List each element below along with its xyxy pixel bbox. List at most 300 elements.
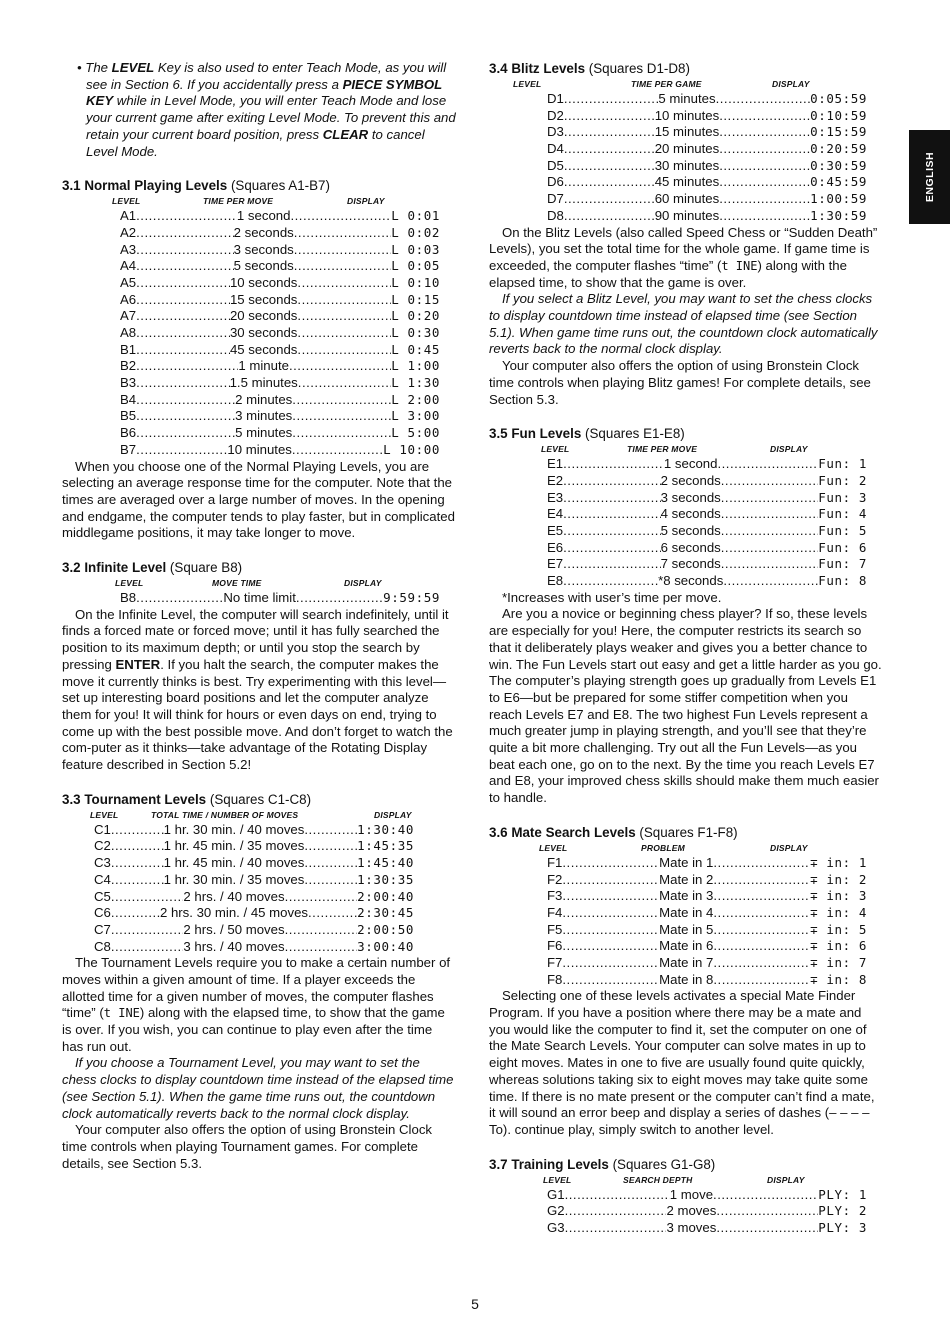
leader-dots — [717, 456, 818, 473]
leader-dots — [292, 442, 383, 459]
normal-levels-table — [62, 195, 457, 458]
level-value: 60 minutes — [654, 191, 720, 207]
leader-dots — [304, 855, 357, 872]
leader-dots — [565, 1220, 667, 1237]
leader-dots — [713, 1187, 818, 1204]
column-header: DISPLAY — [374, 809, 412, 820]
level-code: E8 — [547, 573, 564, 589]
table-row — [62, 855, 414, 872]
leader-dots — [713, 905, 810, 922]
leader-dots — [111, 855, 164, 872]
column-header: DISPLAY — [347, 196, 385, 207]
leader-dots — [563, 473, 660, 490]
level-display: Fun: 2 — [818, 472, 867, 488]
level-value: 2 hrs. 30 min. / 45 moves — [159, 905, 309, 921]
table-row — [489, 158, 867, 175]
level-code: F1 — [547, 854, 563, 870]
level-display: 3:00:40 — [357, 938, 414, 954]
leader-dots — [294, 225, 391, 242]
level-display: 1:30:40 — [357, 821, 414, 837]
column-header: DISPLAY — [770, 444, 808, 455]
leader-dots — [564, 208, 655, 225]
leader-dots — [562, 922, 659, 939]
level-value: 6 seconds — [660, 539, 721, 555]
leader-dots — [721, 490, 818, 507]
level-display: ∓ in: 2 — [810, 871, 867, 887]
level-display: L 0:10 — [391, 274, 440, 290]
level-value: 10 minutes — [654, 107, 720, 123]
level-code: G3 — [547, 1220, 565, 1236]
level-display: 1:45:40 — [357, 855, 414, 871]
left-column — [62, 60, 457, 1172]
column-header: LEVEL — [115, 578, 144, 589]
section-3-3-text: The Tournament Levels require you to make a certain number of moves within a given amount of time. If a player exceeds the allotted time for a given number of moves, the computer flashes “time” (t INE) along with the elapsed time, to show that the game is over. If you wish, you can continue to play even after the time has run out. — [62, 955, 451, 1054]
level-value: 1 hr. 45 min. / 35 moves — [163, 838, 305, 854]
level-display: L 0:45 — [391, 341, 440, 357]
leader-dots — [136, 408, 235, 425]
level-display: 2:00:50 — [357, 921, 414, 937]
level-value: 1 second — [663, 456, 718, 472]
leader-dots — [136, 425, 235, 442]
leader-dots — [297, 308, 391, 325]
table-row — [489, 91, 867, 108]
level-code: D5 — [547, 157, 564, 173]
level-value: 1 hr. 30 min. / 40 moves — [163, 821, 305, 837]
leader-dots — [721, 523, 818, 540]
level-code: D6 — [547, 174, 564, 190]
table-row — [489, 540, 867, 557]
level-code: A8 — [120, 325, 137, 341]
level-value: 2 seconds — [233, 224, 294, 240]
level-code: D2 — [547, 107, 564, 123]
column-header: SEARCH DEPTH — [623, 1174, 693, 1185]
level-code: A5 — [120, 274, 137, 290]
level-value: Mate in 7 — [659, 955, 714, 970]
level-value: 10 seconds — [229, 274, 298, 290]
level-value: 1.5 minutes — [229, 375, 298, 391]
table-header — [489, 842, 884, 855]
table-row — [489, 506, 867, 523]
column-header: LEVEL — [90, 809, 119, 820]
level-value: 5 seconds — [660, 522, 721, 538]
level-code: F4 — [547, 904, 563, 920]
leader-dots — [294, 242, 391, 259]
table-row — [489, 573, 867, 590]
leader-dots — [297, 325, 391, 342]
level-display: L 0:01 — [391, 208, 440, 224]
section-3-3-heading: 3.3 Tournament Levels (Squares C1-C8) — [62, 791, 312, 807]
level-code: F3 — [547, 888, 563, 904]
level-code: F8 — [547, 971, 563, 987]
level-display: ∓ in: 8 — [810, 971, 867, 987]
level-display: ∓ in: 1 — [810, 854, 867, 870]
level-value: 7 seconds — [660, 556, 721, 572]
leader-dots — [719, 141, 810, 158]
table-header — [489, 443, 884, 456]
level-code: C7 — [94, 921, 111, 937]
level-value: 1 hr. 30 min. / 35 moves — [163, 871, 305, 887]
language-tab-label: ENGLISH — [923, 151, 936, 203]
section-3-4-text: On the Blitz Levels (also called Speed Chess or “Sudden Death” Levels), you set the total time for the whole game. If game time is exceeded, the computer flashes “time” (t INE) along with the elapsed time, to show that the game is over. — [489, 224, 878, 290]
level-value: 3 seconds — [660, 489, 721, 505]
leader-dots — [297, 275, 391, 292]
column-header: LEVEL — [112, 196, 141, 207]
section-3-3-bronstein-text: Your computer also offers the option of using Bronstein Clock time controls when playing Tournament games. For complete details, see Section 5.3. — [62, 1122, 433, 1171]
level-display: L 10:00 — [383, 441, 441, 457]
level-value: 3 hrs. / 40 moves — [183, 938, 285, 954]
table-row — [62, 872, 414, 889]
leader-dots — [111, 822, 164, 839]
leader-dots — [298, 375, 391, 392]
table-row — [489, 191, 867, 208]
level-code: B5 — [120, 408, 137, 424]
level-display: 0:05:59 — [810, 91, 867, 106]
table-row — [62, 392, 440, 409]
level-code: A1 — [120, 208, 137, 224]
leader-dots — [563, 573, 658, 590]
leader-dots — [564, 158, 655, 175]
level-display: 1:45:35 — [357, 838, 414, 854]
table-row — [489, 473, 867, 490]
table-row — [62, 822, 414, 839]
leader-dots — [304, 822, 357, 839]
level-code: C1 — [94, 821, 111, 837]
fun-levels-table — [489, 443, 884, 590]
level-display: L 0:03 — [391, 241, 440, 257]
level-display: 1:00:59 — [810, 191, 867, 207]
level-value: No time limit — [223, 590, 296, 606]
table-row — [62, 939, 414, 956]
table-row — [489, 556, 867, 573]
level-display: 1:30:59 — [810, 207, 867, 223]
level-display: 0:10:59 — [810, 107, 867, 123]
section-3-7-heading: 3.7 Training Levels (Squares G1-G8) — [489, 1156, 716, 1172]
level-value: 15 minutes — [654, 124, 720, 140]
level-code: B3 — [120, 375, 137, 391]
leader-dots — [294, 258, 391, 275]
level-display: 1:30:35 — [357, 871, 414, 887]
level-value: 10 minutes — [227, 441, 292, 457]
level-display: L 2:00 — [391, 391, 440, 407]
section-3-3-note: If you choose a Tournament Level, you may want to set the chess clocks to display countdown time instead of the elapsed time (see Section 5.1). When the game time runs out, the countdown clock automatically reverts back to the normal clock display. — [62, 1055, 454, 1121]
table-row — [62, 258, 440, 275]
level-code: G2 — [547, 1203, 565, 1219]
level-code: C8 — [94, 938, 111, 954]
level-display: ∓ in: 4 — [810, 904, 867, 920]
fun-levels-footnote: *Increases with user’s time per move. — [502, 589, 722, 605]
column-header: LEVEL — [541, 444, 570, 455]
level-code: F7 — [547, 955, 563, 970]
level-value: 1 second — [236, 208, 291, 224]
leader-dots — [719, 158, 810, 175]
leader-dots — [136, 275, 230, 292]
column-header: LEVEL — [539, 842, 568, 853]
table-row — [489, 490, 867, 507]
column-header: DISPLAY — [770, 842, 808, 853]
section-3-4-heading: 3.4 Blitz Levels (Squares D1-D8) — [489, 61, 690, 76]
level-display: PLY: 1 — [818, 1186, 867, 1202]
table-row — [489, 208, 867, 225]
level-display: PLY: 3 — [818, 1220, 867, 1236]
level-code: F5 — [547, 921, 563, 937]
level-value: 45 seconds — [229, 341, 298, 357]
leader-dots — [111, 838, 164, 855]
table-row — [489, 124, 867, 141]
level-code: B8 — [120, 590, 137, 606]
leader-dots — [285, 889, 358, 906]
column-header: MOVE TIME — [212, 578, 262, 589]
leader-dots — [563, 523, 660, 540]
column-header: LEVEL — [513, 79, 542, 89]
table-row — [489, 523, 867, 540]
level-value: 3 moves — [666, 1220, 717, 1236]
table-row — [489, 108, 867, 125]
leader-dots — [292, 392, 391, 409]
leader-dots — [721, 540, 818, 557]
level-value: Mate in 1 — [659, 854, 714, 870]
level-value: 5 minutes — [658, 91, 716, 106]
leader-dots — [136, 225, 233, 242]
level-code: B7 — [120, 441, 137, 457]
leader-dots — [719, 191, 810, 208]
table-row — [62, 358, 440, 375]
level-display: L 0:30 — [391, 325, 440, 341]
leader-dots — [289, 358, 391, 375]
table-row — [489, 872, 867, 889]
infinite-level-table — [62, 577, 457, 607]
mate-search-table — [489, 842, 884, 989]
leader-dots — [562, 872, 659, 889]
table-row — [62, 442, 440, 459]
section-3-4-note: If you select a Blitz Level, you may want to set the chess clocks to display countdown time instead of elapsed time (see Section 5.1). When game time runs out, the countdown clock automatically reverts back to the normal clock display. — [489, 291, 878, 357]
level-value: 4 seconds — [660, 506, 721, 522]
level-value: 1 minute — [238, 358, 289, 374]
leader-dots — [562, 855, 659, 872]
level-key-note: • The LEVEL Key is also used to enter Teach Mode, as you will see in Section 6. If you accidentally press a PIECE SYMBOL KEY while in Level Mode, you will enter Teach Mode and lose your current game after exiting Level Mode. To prevent this and retain your current board position, press CLEAR to cancel Level Mode. — [77, 60, 456, 159]
leader-dots — [136, 208, 237, 225]
leader-dots — [562, 905, 659, 922]
level-display: L 0:02 — [391, 224, 440, 240]
leader-dots — [111, 905, 160, 922]
level-display: L 0:20 — [391, 308, 440, 324]
leader-dots — [290, 208, 391, 225]
level-display: ∓ in: 6 — [810, 938, 867, 954]
level-display: L 3:00 — [391, 408, 440, 424]
leader-dots — [713, 888, 810, 905]
level-code: D4 — [547, 141, 564, 157]
leader-dots — [713, 955, 810, 972]
level-display: L 0:15 — [391, 291, 440, 307]
column-header: TOTAL TIME / NUMBER OF MOVES — [151, 809, 299, 820]
section-3-1-text: When you choose one of the Normal Playing Levels, you are selecting an average response time for the computer. Note that the times are averaged over a large number of moves. In the opening and endgame, the computer tends to play faster, but in complicated middlegame positions, it may take longer to move. — [62, 458, 455, 541]
level-display: 2:00:40 — [357, 888, 414, 904]
level-display: ∓ in: 5 — [810, 921, 867, 937]
leader-dots — [721, 506, 818, 523]
table-row — [62, 225, 440, 242]
level-value: 5 seconds — [233, 258, 294, 274]
level-display: L 1:00 — [391, 358, 440, 374]
level-code: F2 — [547, 871, 563, 887]
level-value: 2 hrs. / 40 moves — [183, 888, 285, 904]
level-value: 5 minutes — [235, 425, 293, 441]
level-value: Mate in 2 — [659, 871, 714, 887]
level-value: 30 seconds — [229, 325, 298, 341]
table-row — [489, 855, 867, 872]
leader-dots — [713, 938, 810, 955]
level-code: E1 — [547, 456, 564, 472]
leader-dots — [136, 590, 223, 607]
leader-dots — [563, 506, 660, 523]
table-header — [62, 577, 457, 590]
level-code: E2 — [547, 472, 564, 488]
section-3-6-text: Selecting one of these levels activates a special Mate Finder Program. If you have a position where there may be a mate and you would like the computer to find it, set the computer on one of the Mate Search Levels. Your computer can solve mates in up to eight moves. Mates in one to five are usually found quite quickly, whereas solutions taking six to eight moves may take quite some time. If there is no mate present or the computer can’t find a mate, it will sound an error beep and display a series of dashes (– – – – To). continue play, simply switch to another level. — [489, 988, 875, 1137]
leader-dots — [285, 922, 358, 939]
leader-dots — [308, 905, 357, 922]
level-code: C6 — [94, 905, 111, 921]
column-header: DISPLAY — [772, 79, 810, 89]
level-value: Mate in 5 — [659, 921, 714, 937]
table-row — [62, 590, 440, 607]
level-display: L 0:05 — [391, 258, 440, 274]
column-header: LEVEL — [543, 1174, 572, 1185]
level-display: L 1:30 — [391, 375, 440, 391]
level-display: 0:15:59 — [810, 124, 867, 140]
level-code: E6 — [547, 539, 564, 555]
level-code: C2 — [94, 838, 111, 854]
leader-dots — [713, 922, 810, 939]
level-value: 2 minutes — [235, 391, 293, 407]
table-row — [62, 292, 440, 309]
leader-dots — [136, 375, 229, 392]
table-row — [489, 938, 867, 955]
level-display: Fun: 5 — [818, 522, 867, 538]
table-row — [489, 174, 867, 191]
leader-dots — [713, 872, 810, 889]
table-row — [489, 955, 867, 972]
leader-dots — [292, 425, 391, 442]
table-row — [62, 375, 440, 392]
leader-dots — [721, 556, 818, 573]
leader-dots — [563, 456, 664, 473]
level-value: 15 seconds — [229, 291, 298, 307]
table-row — [62, 425, 440, 442]
level-display: PLY: 2 — [818, 1203, 867, 1219]
section-3-4-bronstein-text: Your computer also offers the option of using Bronstein Clock time controls when playing Blitz games! For complete details, see Section 5.3. — [489, 358, 871, 407]
table-row — [62, 838, 414, 855]
tournament-levels-table — [62, 809, 457, 956]
level-code: D3 — [547, 124, 564, 140]
leader-dots — [136, 392, 235, 409]
leader-dots — [304, 872, 357, 889]
level-display: Fun: 7 — [818, 556, 867, 572]
level-value: 2 moves — [666, 1203, 717, 1219]
leader-dots — [136, 308, 230, 325]
level-value: Mate in 4 — [659, 904, 714, 920]
level-display: Fun: 4 — [818, 506, 867, 522]
table-row — [62, 922, 414, 939]
level-value: 20 minutes — [654, 141, 720, 157]
level-value: 2 seconds — [660, 472, 721, 488]
leader-dots — [136, 292, 230, 309]
table-row — [489, 922, 867, 939]
level-value: 3 seconds — [233, 241, 294, 257]
leader-dots — [136, 258, 233, 275]
table-row — [489, 972, 867, 989]
level-code: E7 — [547, 556, 564, 572]
level-display: Fun: 3 — [818, 489, 867, 505]
level-display: 0:45:59 — [810, 174, 867, 190]
leader-dots — [136, 342, 230, 359]
level-code: B4 — [120, 391, 137, 407]
table-header — [489, 1174, 884, 1187]
level-code: E5 — [547, 522, 564, 538]
leader-dots — [136, 325, 230, 342]
level-value: Mate in 3 — [659, 888, 714, 904]
level-value: 20 seconds — [229, 308, 298, 324]
training-levels-table — [489, 1174, 884, 1237]
table-row — [62, 408, 440, 425]
column-header: TIME PER MOVE — [203, 196, 274, 207]
column-header: TIME PER MOVE — [627, 444, 698, 455]
table-row — [489, 1220, 867, 1237]
section-3-5-heading: 3.5 Fun Levels (Squares E1-E8) — [489, 426, 685, 442]
leader-dots — [111, 922, 184, 939]
level-display: Fun: 6 — [818, 539, 867, 555]
table-header — [62, 809, 457, 822]
section-3-1-heading: 3.1 Normal Playing Levels (Squares A1-B7) — [62, 178, 330, 194]
table-row — [489, 888, 867, 905]
table-row — [62, 342, 440, 359]
level-code: A6 — [120, 291, 137, 307]
level-code: D8 — [547, 207, 564, 223]
level-code: C5 — [94, 888, 111, 904]
leader-dots — [716, 1203, 818, 1220]
level-code: A7 — [120, 308, 137, 324]
table-row — [489, 1203, 867, 1220]
level-display: ∓ in: 7 — [810, 955, 867, 970]
level-display: 0:30:59 — [810, 157, 867, 173]
leader-dots — [111, 872, 164, 889]
level-display: 9:59:59 — [383, 590, 440, 606]
leader-dots — [719, 208, 810, 225]
level-value: 3 minutes — [235, 408, 293, 424]
leader-dots — [721, 473, 818, 490]
leader-dots — [564, 191, 655, 208]
leader-dots — [296, 590, 383, 607]
level-value: *8 seconds — [658, 573, 724, 589]
leader-dots — [564, 91, 659, 108]
level-code: E3 — [547, 489, 564, 505]
leader-dots — [304, 838, 357, 855]
column-header: PROBLEM — [641, 842, 685, 853]
leader-dots — [563, 490, 660, 507]
level-code: E4 — [547, 506, 564, 522]
level-value: 90 minutes — [654, 207, 720, 223]
column-header: TIME PER GAME — [631, 79, 702, 89]
leader-dots — [136, 358, 238, 375]
table-row — [489, 905, 867, 922]
level-value: 2 hrs. / 50 moves — [183, 921, 285, 937]
leader-dots — [564, 124, 655, 141]
level-code: B1 — [120, 341, 137, 357]
level-value: 30 minutes — [654, 157, 720, 173]
table-header — [489, 78, 884, 91]
leader-dots — [565, 1203, 667, 1220]
leader-dots — [723, 573, 818, 590]
table-row — [62, 242, 440, 259]
level-code: D1 — [547, 91, 564, 106]
leader-dots — [136, 242, 233, 259]
